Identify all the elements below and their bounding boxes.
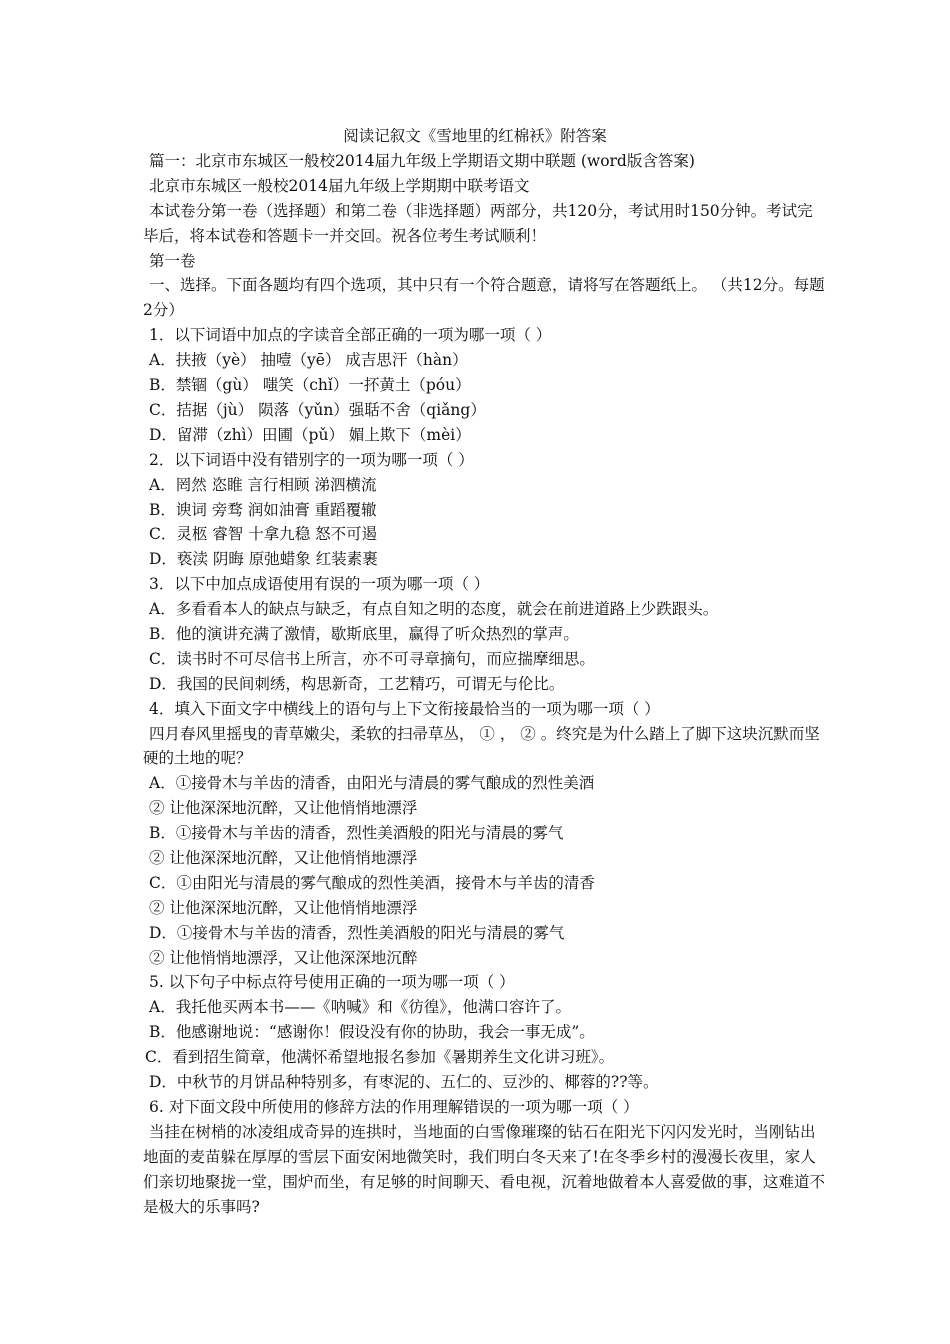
text-line: D．留滞（zhì）田圃（pǔ） 媚上欺下（mèi） <box>149 425 471 444</box>
text-line: 1．以下词语中加点的字读音全部正确的一项为哪一项（ ） <box>149 326 552 345</box>
text-line: D．①接骨木与羊齿的清香，烈性美酒般的阳光与清晨的雾气 <box>149 923 565 942</box>
text-line: B．他感谢地说：“感谢你！假设没有你的协助，我会一事无成”。 <box>149 1023 595 1042</box>
document-title: 阅读记叙文《雪地里的红棉袄》附答案 <box>343 127 607 145</box>
text-line: 3．以下中加点成语使用有误的一项为哪一项（ ） <box>149 575 490 594</box>
text-line: B．谀词 旁骛 润如油膏 重蹈覆辙 <box>149 500 377 519</box>
text-line: 2．以下词语中没有错别字的一项为哪一项（ ） <box>149 450 474 469</box>
text-line: 6. 对下面文段中所使用的修辞方法的作用理解错误的一项为哪一项（ ） <box>149 1097 639 1116</box>
text-line: D．中秋节的月饼品种特别多，有枣泥的、五仁的、豆沙的、椰蓉的??等。 <box>149 1073 659 1092</box>
text-line: 5. 以下句子中标点符号使用正确的一项为哪一项（ ） <box>149 973 515 992</box>
text-line: D．亵渎 阴晦 原弛蜡象 红装素裹 <box>149 550 378 569</box>
text-line: B．①接骨木与羊齿的清香，烈性美酒般的阳光与清晨的雾气 <box>149 824 564 843</box>
text-line: 第一卷 <box>149 251 196 270</box>
text-line: 四月春风里摇曳的青草嫩尖，柔软的扫帚草丛， ① ， ② 。终究是为什么踏上了脚下这块沉默而坚硬的土地的呢？ <box>143 724 820 768</box>
text-line: C．看到招生简章，他满怀希望地报名参加《暑期养生文化讲习班》。 <box>145 1048 615 1067</box>
text-line: 篇一：北京市东城区一般校2014届九年级上学期语文期中联题 (word版含答案) <box>149 152 695 170</box>
text-line: 一、选择。下面各题均有四个选项，其中只有一个符合题意，请将写在答题纸上。 （共12分。每题2分） <box>143 276 825 320</box>
text-line: ② 让他深深地沉醉，又让他悄悄地漂浮 <box>149 898 418 917</box>
text-line: B．他的演讲充满了激情，歇斯底里，赢得了听众热烈的掌声。 <box>149 624 579 643</box>
text-line: 本试卷分第一卷（选择题）和第二卷（非选择题）两部分，共120分，考试用时150分钟。考试完毕后，将本试卷和答题卡一并交回。祝各位考生考试顺利！ <box>143 201 813 245</box>
text-line: 北京市东城区一般校2014届九年级上学期期中联考语文 <box>149 176 530 195</box>
text-line: ② 让他深深地沉醉，又让他悄悄地漂浮 <box>149 849 418 868</box>
text-line: A．①接骨木与羊齿的清香，由阳光与清晨的雾气酿成的烈性美酒 <box>149 774 595 793</box>
text-line: A．扶掖（yè） 抽噎（yē） 成吉思汗（hàn） <box>149 351 468 370</box>
text-line: C．拮据（jù） 陨落（yǔn）强聒不舍（qiǎng） <box>149 400 486 419</box>
text-line: A．我托他买两本书——《呐喊》和《彷徨》，他满口容许了。 <box>149 998 571 1017</box>
text-line: 当挂在树梢的冰凌组成奇异的连拱时，当地面的白雪像璀璨的钻石在阳光下闪闪发光时，当刚钻出地面的麦苗躲在厚厚的雪层下面安闲地微笑时，我们明白冬天来了!在冬季乡村的漫漫长夜里，家人们亲切地聚拢一堂，围炉而坐，有足够的时间聊天、看电视，沉着地做着本人喜爱做的事，这难道不是极大的乐事吗? <box>143 1122 826 1216</box>
text-line: ② 让他悄悄地漂浮，又让他深深地沉醉 <box>149 948 418 967</box>
text-line: B．禁锢（gù） 嗤笑（chǐ）一抔黄土（póu） <box>149 376 471 395</box>
document-body <box>145 149 825 1219</box>
text-line: 4．填入下面文字中横线上的语句与上下文衔接最恰当的一项为哪一项（ ） <box>149 699 660 718</box>
text-line: C．①由阳光与清晨的雾气酿成的烈性美酒，接骨木与羊齿的清香 <box>149 873 595 892</box>
text-line: A．多看看本人的缺点与缺乏，有点自知之明的态度，就会在前进道路上少跌跟头。 <box>149 600 719 619</box>
text-line: D．我国的民间刺绣，构思新奇，工艺精巧，可谓无与伦比。 <box>149 674 565 693</box>
text-line: C．读书时不可尽信书上所言，亦不可寻章摘句，而应揣摩细思。 <box>149 649 595 668</box>
text-line: ② 让他深深地沉醉，又让他悄悄地漂浮 <box>149 799 418 818</box>
text-line: C．灵柩 睿智 十拿九稳 怒不可遏 <box>149 525 378 544</box>
text-line: A．罔然 恣睢 言行相顾 涕泗横流 <box>149 475 377 494</box>
